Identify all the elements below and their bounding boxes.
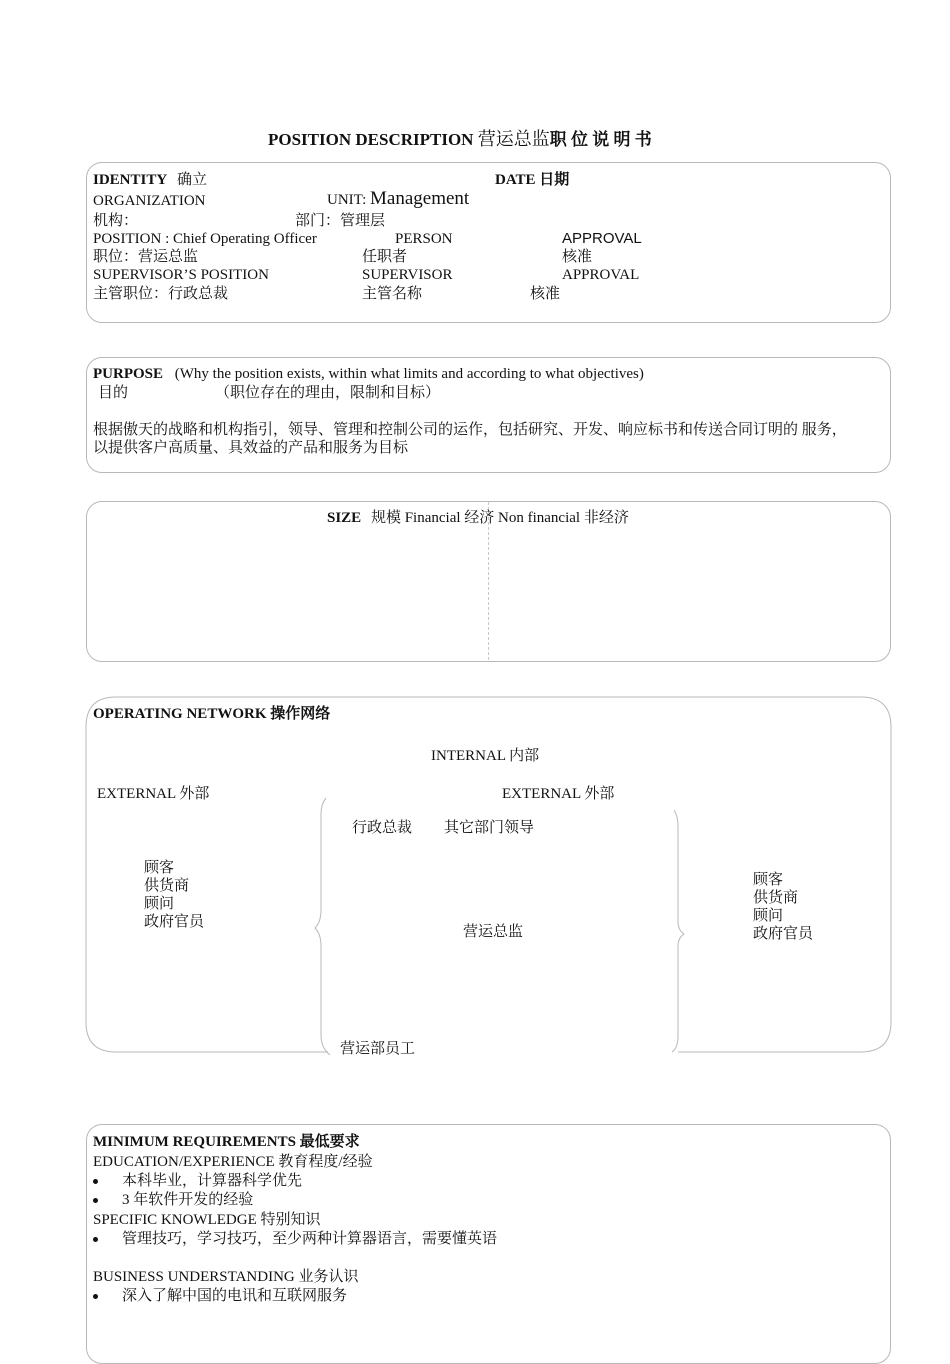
coo-label: 营运总监 xyxy=(463,924,524,940)
position-label: POSITION : Chief Operating Officer xyxy=(93,231,317,247)
knowledge-item: 管理技巧，学习技巧，至少两种计算器语言，需要懂英语 xyxy=(122,1231,498,1247)
left-contact-list xyxy=(144,859,204,931)
position-label-cn: 职位：营运总监 xyxy=(93,249,199,265)
bullet-icon xyxy=(93,1294,98,1299)
supervisor-position-label-cn: 主管职位：行政总裁 xyxy=(93,286,229,302)
purpose-heading-cn: 目的 xyxy=(98,385,129,401)
internal-label: INTERNAL 内部 xyxy=(431,748,540,764)
supervisor-label-cn: 主管名称 xyxy=(362,286,423,302)
list-item: 政府官员 xyxy=(753,926,814,942)
list-item: 顾客 xyxy=(144,860,175,876)
bullet-icon xyxy=(93,1198,98,1203)
business-heading: BUSINESS UNDERSTANDING 业务认识 xyxy=(93,1269,359,1285)
title-en: POSITION DESCRIPTION xyxy=(268,130,474,149)
education-heading: EDUCATION/EXPERIENCE 教育程度/经验 xyxy=(93,1154,373,1170)
supervisor-label: SUPERVISOR xyxy=(362,267,453,283)
size-heading-en: SIZE xyxy=(327,510,362,526)
approval-label-2-cn: 核准 xyxy=(530,286,561,302)
unit-label: UNIT: xyxy=(327,192,370,208)
staff-label: 营运部员工 xyxy=(340,1041,416,1057)
title-cn-role: 营运总监 xyxy=(477,129,550,149)
list-item: 顾客 xyxy=(753,872,784,888)
size-heading-text: 规模 Financial 经济 Non financial 非经济 xyxy=(370,510,629,526)
business-item: 深入了解中国的电讯和互联网服务 xyxy=(122,1288,348,1304)
network-heading: OPERATING NETWORK 操作网络 xyxy=(93,706,331,722)
bullet-icon xyxy=(93,1179,98,1184)
purpose-heading-en: PURPOSE xyxy=(93,366,164,382)
unit-value: Management xyxy=(370,188,470,209)
organization-label: ORGANIZATION xyxy=(93,193,206,209)
purpose-body-line-1: 根据傲天的战略和机构指引，领导、管理和控制公司的运作，包括研究、开发、响应标书和传送合同订明的 服务， xyxy=(93,422,847,438)
other-heads-label: 其它部门领导 xyxy=(444,820,535,836)
purpose-body-line-2: 以提供客户高质量、具效益的产品和服务为目标 xyxy=(93,440,409,456)
ceo-label: 行政总裁 xyxy=(352,820,413,836)
list-item: 供货商 xyxy=(144,878,190,894)
approval-label-1: APPROVAL xyxy=(562,230,642,247)
unit-label-cn: 部门：管理层 xyxy=(295,213,386,229)
list-item: 顾问 xyxy=(144,896,175,912)
education-item: 3 年软件开发的经验 xyxy=(122,1192,254,1208)
bullet-icon xyxy=(93,1237,98,1242)
identity-heading-cn: 确立 xyxy=(176,172,207,188)
title-cn-doc: 职 位 说 明 书 xyxy=(549,130,652,149)
right-contact-list xyxy=(753,871,813,943)
external-label-left: EXTERNAL 外部 xyxy=(97,786,210,802)
requirements-heading: MINIMUM REQUIREMENTS 最低要求 xyxy=(93,1134,360,1150)
list-item: 供货商 xyxy=(753,890,799,906)
education-item: 本科毕业，计算器科学优先 xyxy=(122,1173,303,1189)
external-label-right: EXTERNAL 外部 xyxy=(502,786,615,802)
approval-label-2: APPROVAL xyxy=(562,267,640,283)
approval-label-1-cn: 核准 xyxy=(562,249,593,265)
list-item: 顾问 xyxy=(753,908,784,924)
purpose-subheading-en: (Why the position exists, within what limits and according to what objectives) xyxy=(174,366,644,382)
list-item: 政府官员 xyxy=(144,914,205,930)
organization-label-cn: 机构： xyxy=(93,213,139,229)
supervisor-position-label: SUPERVISOR’S POSITION xyxy=(93,267,269,283)
identity-heading-en: IDENTITY xyxy=(93,172,168,188)
date-label: DATE 日期 xyxy=(495,172,570,188)
person-label: PERSON xyxy=(395,231,453,247)
purpose-subheading-cn: （职位存在的理由，限制和目标） xyxy=(215,385,441,401)
person-label-cn: 任职者 xyxy=(362,249,408,265)
knowledge-heading: SPECIFIC KNOWLEDGE 特别知识 xyxy=(93,1212,321,1228)
